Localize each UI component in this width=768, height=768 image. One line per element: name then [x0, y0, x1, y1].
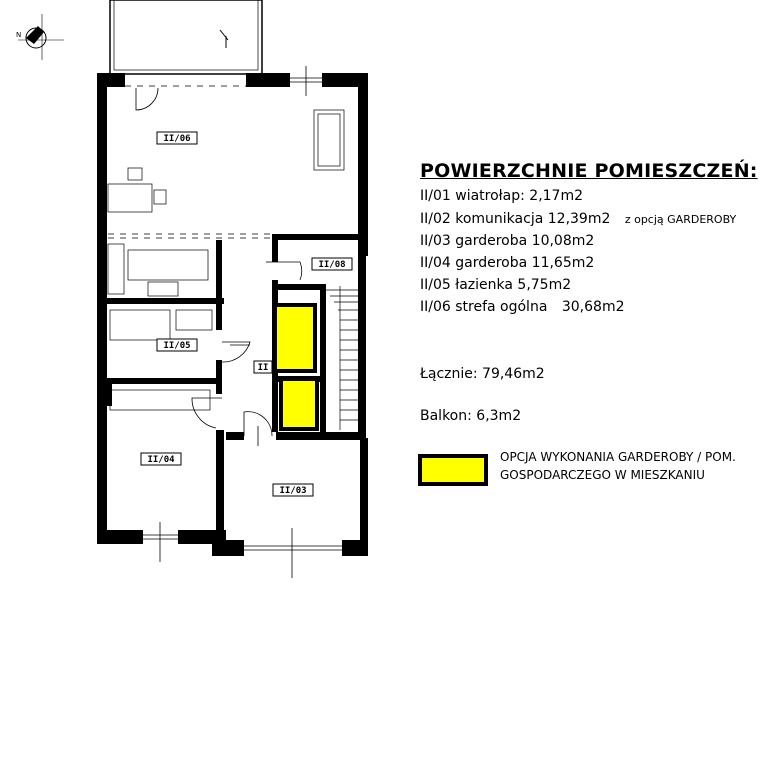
room-line — [420, 233, 594, 249]
svg-text:N: N — [16, 31, 22, 39]
wardrobe-option-areas — [275, 305, 317, 429]
room-area: 10,08m2 — [531, 233, 595, 249]
room-tag-ii06: II/06 — [163, 134, 191, 144]
room-tag-ii08: II/08 — [318, 260, 346, 270]
room-name: II/01 wiatrołap: — [420, 188, 525, 204]
room-area: 12,39m2 — [547, 211, 611, 227]
balcony-area: Balkon: 6,3m2 — [420, 408, 522, 424]
room-name: II/02 komunikacja — [420, 211, 544, 227]
room-line — [420, 299, 624, 315]
room-name: II/03 garderoba — [420, 233, 528, 249]
option-color-swatch — [418, 454, 488, 486]
option-legend-text: OPCJA WYKONANIA GARDEROBY / POM. GOSPODARCZEGO W MIESZKANIU — [500, 450, 736, 482]
compass-icon — [16, 14, 64, 60]
room-note: z opcją GARDEROBY — [624, 213, 737, 226]
balcony-outline — [110, 0, 262, 74]
room-tag-ii-partial: II — [257, 363, 269, 373]
interior-walls — [106, 234, 366, 544]
room-name: II/05 łazienka — [420, 277, 513, 293]
room-line — [420, 255, 594, 271]
room-tag-ii03: II/03 — [279, 486, 307, 496]
room-tag-ii05: II/05 — [163, 341, 191, 351]
room-line — [420, 188, 583, 204]
room-area: 5,75m2 — [517, 277, 572, 293]
room-name: II/06 strefa ogólna — [420, 299, 548, 315]
total-area: Łącznie: 79,46m2 — [420, 366, 545, 382]
dashed-dividers — [108, 234, 272, 238]
outer-walls — [97, 73, 368, 556]
staircase — [326, 286, 358, 430]
room-area: 30,68m2 — [561, 299, 625, 315]
room-area: 2,17m2 — [529, 188, 583, 204]
legend-title: POWIERZCHNIE POMIESZCZEŃ: — [420, 160, 758, 182]
room-area: 11,65m2 — [531, 255, 595, 271]
room-line — [420, 211, 736, 227]
room-name: II/04 garderoba — [420, 255, 528, 271]
room-line — [420, 277, 571, 293]
room-tag-ii04: II/04 — [147, 455, 175, 465]
